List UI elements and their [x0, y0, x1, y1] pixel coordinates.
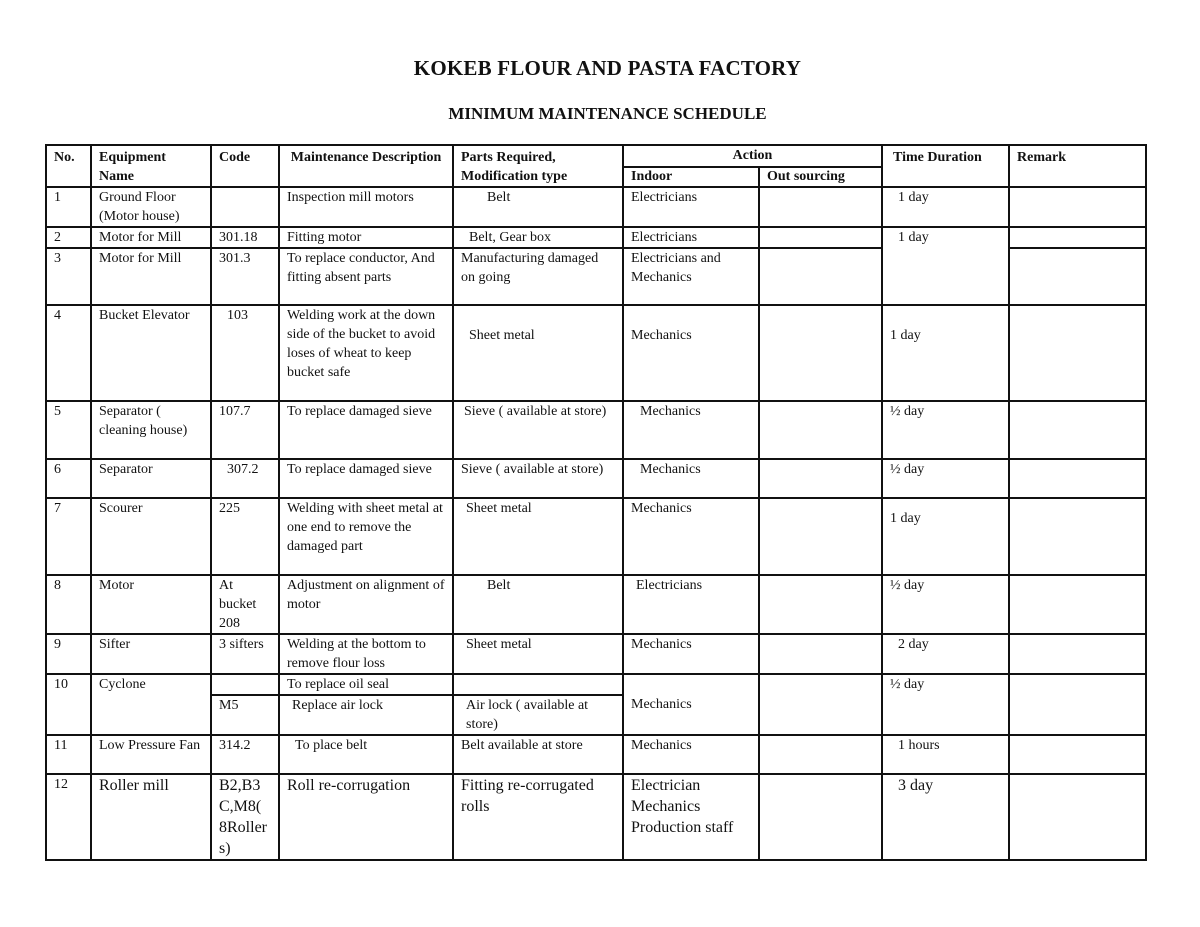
cell-remark [1009, 305, 1146, 401]
cell-maintenance: Welding at the bottom to remove flour loss [279, 634, 453, 674]
cell-maintenance: Fitting motor [279, 227, 453, 248]
cell-time: 1 day [882, 227, 1009, 305]
cell-equipment: Separator [91, 459, 211, 498]
cell-remark [1009, 459, 1146, 498]
cell-remark [1009, 774, 1146, 860]
cell-parts: Sheet metal [453, 634, 623, 674]
cell-remark [1009, 575, 1146, 634]
cell-time: 1 day [882, 305, 1009, 401]
cell-indoor: Mechanics [623, 401, 759, 459]
cell-indoor: Mechanics [623, 305, 759, 401]
cell-time: 1 day [882, 187, 1009, 227]
cell-remark [1009, 401, 1146, 459]
cell-indoor: Mechanics [623, 459, 759, 498]
cell-equipment: Ground Floor (Motor house) [91, 187, 211, 227]
cell-parts: Sheet metal [453, 498, 623, 575]
cell-no: 9 [46, 634, 91, 674]
cell-maintenance: To replace damaged sieve [279, 459, 453, 498]
cell-no: 12 [46, 774, 91, 860]
cell-remark [1009, 498, 1146, 575]
cell-no: 11 [46, 735, 91, 774]
cell-indoor: Mechanics [623, 674, 759, 735]
table-row [46, 227, 1146, 248]
cell-outsourcing [759, 401, 882, 459]
cell-equipment: Motor for Mill [91, 248, 211, 305]
cell-equipment: Roller mill [91, 774, 211, 860]
cell-time: ½ day [882, 401, 1009, 459]
cell-code: 307.2 [211, 459, 279, 498]
document-title: KOKEB FLOUR AND PASTA FACTORY [413, 56, 802, 80]
header-time: Time Duration [882, 145, 1009, 187]
cell-parts: Fitting re-corrugated rolls [453, 774, 623, 860]
cell-code: M5 [211, 695, 279, 735]
table-row [46, 634, 1146, 674]
cell-outsourcing [759, 227, 882, 248]
table-row [46, 774, 1146, 860]
cell-equipment: Bucket Elevator [91, 305, 211, 401]
cell-time: 2 day [882, 634, 1009, 674]
maintenance-schedule-table [45, 144, 1147, 861]
table-row [46, 575, 1146, 634]
cell-code: 103 [211, 305, 279, 401]
cell-parts: Sieve ( available at store) [453, 401, 623, 459]
table-row [46, 305, 1146, 401]
cell-no: 8 [46, 575, 91, 634]
cell-no: 3 [46, 248, 91, 305]
cell-outsourcing [759, 305, 882, 401]
cell-outsourcing [759, 187, 882, 227]
cell-equipment: Sifter [91, 634, 211, 674]
cell-no: 2 [46, 227, 91, 248]
cell-no: 1 [46, 187, 91, 227]
cell-time: ½ day [882, 575, 1009, 634]
cell-remark [1009, 634, 1146, 674]
cell-parts: Sheet metal [453, 305, 623, 401]
header-outsourcing: Out sourcing [759, 167, 882, 187]
cell-maintenance: Adjustment on alignment of motor [279, 575, 453, 634]
cell-time: 3 day [882, 774, 1009, 860]
cell-remark [1009, 187, 1146, 227]
cell-equipment: Low Pressure Fan [91, 735, 211, 774]
table-row [46, 735, 1146, 774]
header-parts: Parts Required, Modification type [453, 145, 623, 187]
cell-indoor: Electricians and Mechanics [623, 248, 759, 305]
cell-outsourcing [759, 735, 882, 774]
cell-time: ½ day [882, 674, 1009, 735]
table-row [46, 459, 1146, 498]
cell-maintenance: Replace air lock [279, 695, 453, 735]
cell-parts [453, 674, 623, 695]
table-row [46, 674, 1146, 695]
cell-time: ½ day [882, 459, 1009, 498]
cell-maintenance: To replace damaged sieve [279, 401, 453, 459]
cell-time: 1 day [882, 498, 1009, 575]
cell-no: 10 [46, 674, 91, 735]
header-code: Code [211, 145, 279, 187]
header-action: Action [623, 145, 882, 167]
cell-code [211, 187, 279, 227]
cell-indoor: Mechanics [623, 498, 759, 575]
cell-parts: Belt, Gear box [453, 227, 623, 248]
cell-no: 5 [46, 401, 91, 459]
header-remark: Remark [1009, 145, 1146, 187]
table-row [46, 498, 1146, 575]
table-row [46, 187, 1146, 227]
cell-parts: Air lock ( available at store) [453, 695, 623, 735]
cell-remark [1009, 674, 1146, 735]
cell-indoor: Electricians [623, 575, 759, 634]
cell-equipment: Cyclone [91, 674, 211, 735]
cell-no: 6 [46, 459, 91, 498]
cell-maintenance: To replace conductor, And fitting absent parts [279, 248, 453, 305]
cell-time: 1 hours [882, 735, 1009, 774]
cell-parts: Belt [453, 575, 623, 634]
cell-equipment: Motor for Mill [91, 227, 211, 248]
cell-code: 314.2 [211, 735, 279, 774]
document-subtitle: MINIMUM MAINTENANCE SCHEDULE [448, 104, 767, 123]
cell-maintenance: Inspection mill motors [279, 187, 453, 227]
cell-indoor: Electricians [623, 187, 759, 227]
cell-maintenance: Welding work at the down side of the bucket to avoid loses of wheat to keep bucket safe [279, 305, 453, 401]
table-row [46, 401, 1146, 459]
cell-code: 107.7 [211, 401, 279, 459]
cell-no: 7 [46, 498, 91, 575]
cell-parts: Sieve ( available at store) [453, 459, 623, 498]
cell-code: 225 [211, 498, 279, 575]
cell-indoor: Electricians [623, 227, 759, 248]
cell-remark [1009, 735, 1146, 774]
cell-indoor: Mechanics [623, 735, 759, 774]
cell-maintenance: Roll re-corrugation [279, 774, 453, 860]
cell-indoor: Mechanics [623, 634, 759, 674]
header-no: No. [46, 145, 91, 187]
cell-code: 301.18 [211, 227, 279, 248]
cell-outsourcing [759, 774, 882, 860]
cell-remark [1009, 248, 1146, 305]
cell-outsourcing [759, 248, 882, 305]
cell-maintenance: Welding with sheet metal at one end to remove the damaged part [279, 498, 453, 575]
cell-equipment: Scourer [91, 498, 211, 575]
cell-code: 3 sifters [211, 634, 279, 674]
cell-maintenance: To replace oil seal [279, 674, 453, 695]
cell-outsourcing [759, 459, 882, 498]
header-equipment: Equipment Name [91, 145, 211, 187]
cell-code [211, 674, 279, 695]
cell-indoor: Electrician Mechanics Production staff [623, 774, 759, 860]
header-maintenance: Maintenance Description [279, 145, 453, 187]
cell-parts: Belt [453, 187, 623, 227]
header-indoor: Indoor [623, 167, 759, 187]
cell-code: 301.3 [211, 248, 279, 305]
cell-parts: Belt available at store [453, 735, 623, 774]
cell-outsourcing [759, 634, 882, 674]
cell-equipment: Motor [91, 575, 211, 634]
cell-code: At bucket 208 [211, 575, 279, 634]
cell-outsourcing [759, 498, 882, 575]
cell-outsourcing [759, 674, 882, 735]
cell-equipment: Separator ( cleaning house) [91, 401, 211, 459]
cell-no: 4 [46, 305, 91, 401]
cell-remark [1009, 227, 1146, 248]
cell-outsourcing [759, 575, 882, 634]
cell-parts: Manufacturing damaged on going [453, 248, 623, 305]
cell-maintenance: To place belt [279, 735, 453, 774]
cell-code: B2,B3 C,M8( 8Roller s) [211, 774, 279, 860]
